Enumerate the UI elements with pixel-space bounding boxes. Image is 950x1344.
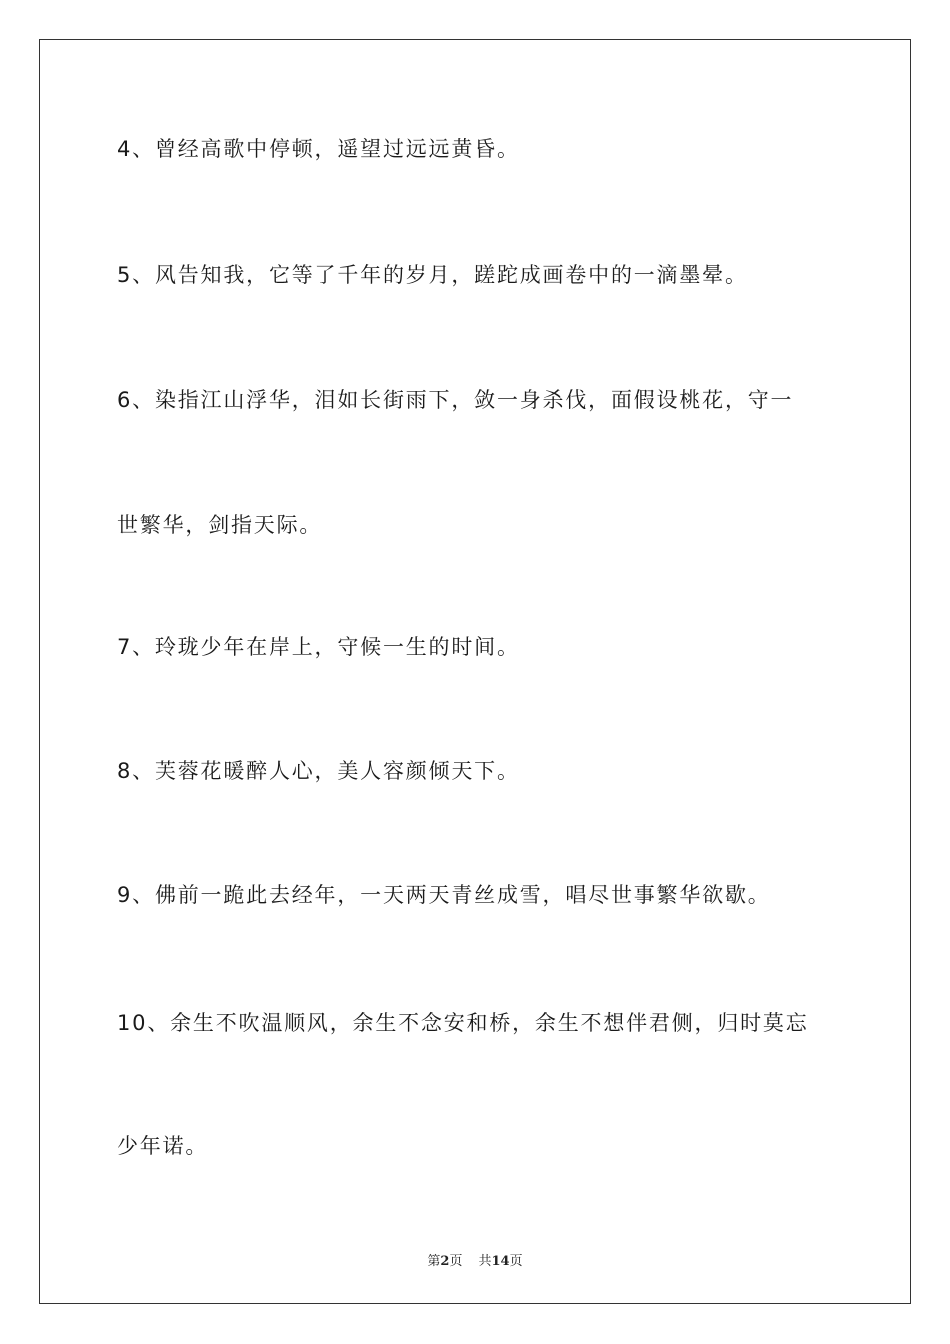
page-border xyxy=(39,39,911,1304)
page-number: 2 xyxy=(440,1254,450,1269)
text-line-10: 10、余生不吹温顺风，余生不念安和桥，余生不想伴君侧，归时莫忘 xyxy=(117,1011,809,1035)
total-prefix: 共 xyxy=(478,1254,492,1269)
text-line-4: 4、曾经高歌中停顿，遥望过远远黄昏。 xyxy=(117,137,520,161)
total-pages: 14 xyxy=(491,1254,510,1269)
page-suffix: 页 xyxy=(449,1254,463,1269)
total-suffix: 页 xyxy=(509,1254,523,1269)
page-prefix: 第 xyxy=(427,1254,441,1269)
text-line-5: 5、风告知我，它等了千年的岁月，蹉跎成画卷中的一滴墨晕。 xyxy=(117,263,748,287)
text-line-6: 6、染指江山浮华，泪如长街雨下，敛一身杀伐，面假设桃花，守一 xyxy=(117,388,794,412)
page-footer xyxy=(0,1250,950,1269)
text-line-8: 8、芙蓉花暖醉人心，美人容颜倾天下。 xyxy=(117,759,520,783)
text-line-10-continued: 少年诺。 xyxy=(117,1134,209,1158)
text-line-6-continued: 世繁华，剑指天际。 xyxy=(117,513,323,537)
text-line-9: 9、佛前一跪此去经年，一天两天青丝成雪，唱尽世事繁华欲歇。 xyxy=(117,883,771,907)
text-line-7: 7、玲珑少年在岸上，守候一生的时间。 xyxy=(117,635,520,659)
